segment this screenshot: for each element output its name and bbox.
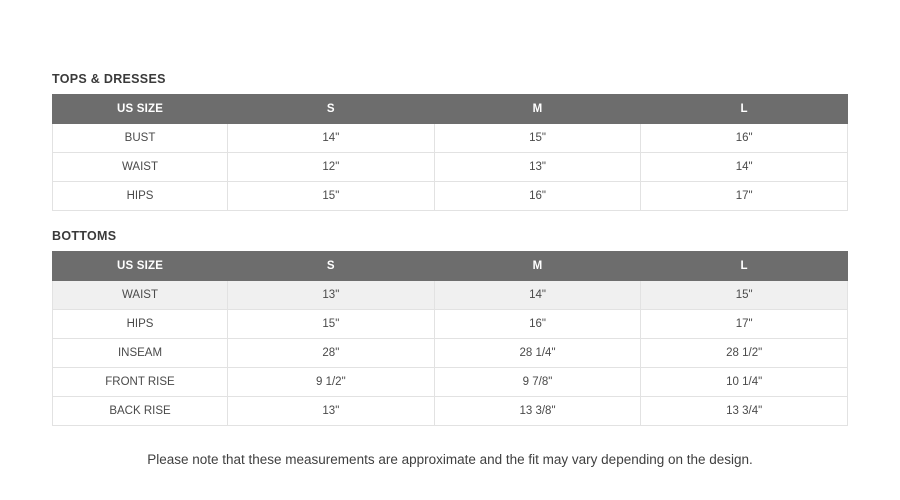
bottoms-table-body xyxy=(53,281,848,426)
bottoms-header-m: M xyxy=(434,252,641,281)
tops-header-us-size: US SIZE xyxy=(53,95,228,124)
row-label: BUST xyxy=(53,124,228,153)
table-row xyxy=(53,281,848,310)
measurement-note: Please note that these measurements are approximate and the fit may vary depending on the design. xyxy=(147,452,753,467)
tops-table-head xyxy=(53,95,848,124)
row-value-l: 17" xyxy=(641,310,848,339)
bottoms-size-table xyxy=(52,251,848,426)
row-value-s: 13" xyxy=(228,281,435,310)
row-value-l: 13 3/4" xyxy=(641,397,848,426)
row-value-l: 10 1/4" xyxy=(641,368,848,397)
row-value-m: 15" xyxy=(434,124,641,153)
row-label: HIPS xyxy=(53,182,228,211)
table-row xyxy=(53,124,848,153)
row-value-m: 13" xyxy=(434,153,641,182)
row-value-m: 9 7/8" xyxy=(434,368,641,397)
row-value-l: 16" xyxy=(641,124,848,153)
row-value-m: 14" xyxy=(434,281,641,310)
table-row xyxy=(53,153,848,182)
bottoms-header-us-size: US SIZE xyxy=(53,252,228,281)
table-row xyxy=(53,339,848,368)
row-value-m: 16" xyxy=(434,182,641,211)
row-value-l: 15" xyxy=(641,281,848,310)
table-row xyxy=(53,368,848,397)
row-label: FRONT RISE xyxy=(53,368,228,397)
row-value-l: 28 1/2" xyxy=(641,339,848,368)
row-value-s: 12" xyxy=(228,153,435,182)
row-value-l: 14" xyxy=(641,153,848,182)
table-row xyxy=(53,310,848,339)
row-value-s: 15" xyxy=(228,310,435,339)
bottoms-header-s: S xyxy=(228,252,435,281)
row-value-m: 28 1/4" xyxy=(434,339,641,368)
row-value-m: 13 3/8" xyxy=(434,397,641,426)
table-row xyxy=(53,182,848,211)
tops-section-title: TOPS & DRESSES xyxy=(52,72,166,86)
tops-header-m: M xyxy=(434,95,641,124)
row-value-s: 14" xyxy=(228,124,435,153)
tops-section xyxy=(52,72,848,211)
tops-table-body xyxy=(53,124,848,211)
row-label: BACK RISE xyxy=(53,397,228,426)
tops-header-s: S xyxy=(228,95,435,124)
bottoms-table-head xyxy=(53,252,848,281)
row-label: WAIST xyxy=(53,153,228,182)
tops-size-table xyxy=(52,94,848,211)
bottoms-header-l: L xyxy=(641,252,848,281)
table-row xyxy=(53,397,848,426)
row-label: HIPS xyxy=(53,310,228,339)
table-header-row xyxy=(53,252,848,281)
row-label: INSEAM xyxy=(53,339,228,368)
bottoms-section-title: BOTTOMS xyxy=(52,229,117,243)
row-value-m: 16" xyxy=(434,310,641,339)
row-value-s: 28" xyxy=(228,339,435,368)
tops-header-l: L xyxy=(641,95,848,124)
row-label: WAIST xyxy=(53,281,228,310)
table-header-row xyxy=(53,95,848,124)
row-value-s: 9 1/2" xyxy=(228,368,435,397)
row-value-l: 17" xyxy=(641,182,848,211)
row-value-s: 15" xyxy=(228,182,435,211)
row-value-s: 13" xyxy=(228,397,435,426)
bottoms-section xyxy=(52,229,848,426)
